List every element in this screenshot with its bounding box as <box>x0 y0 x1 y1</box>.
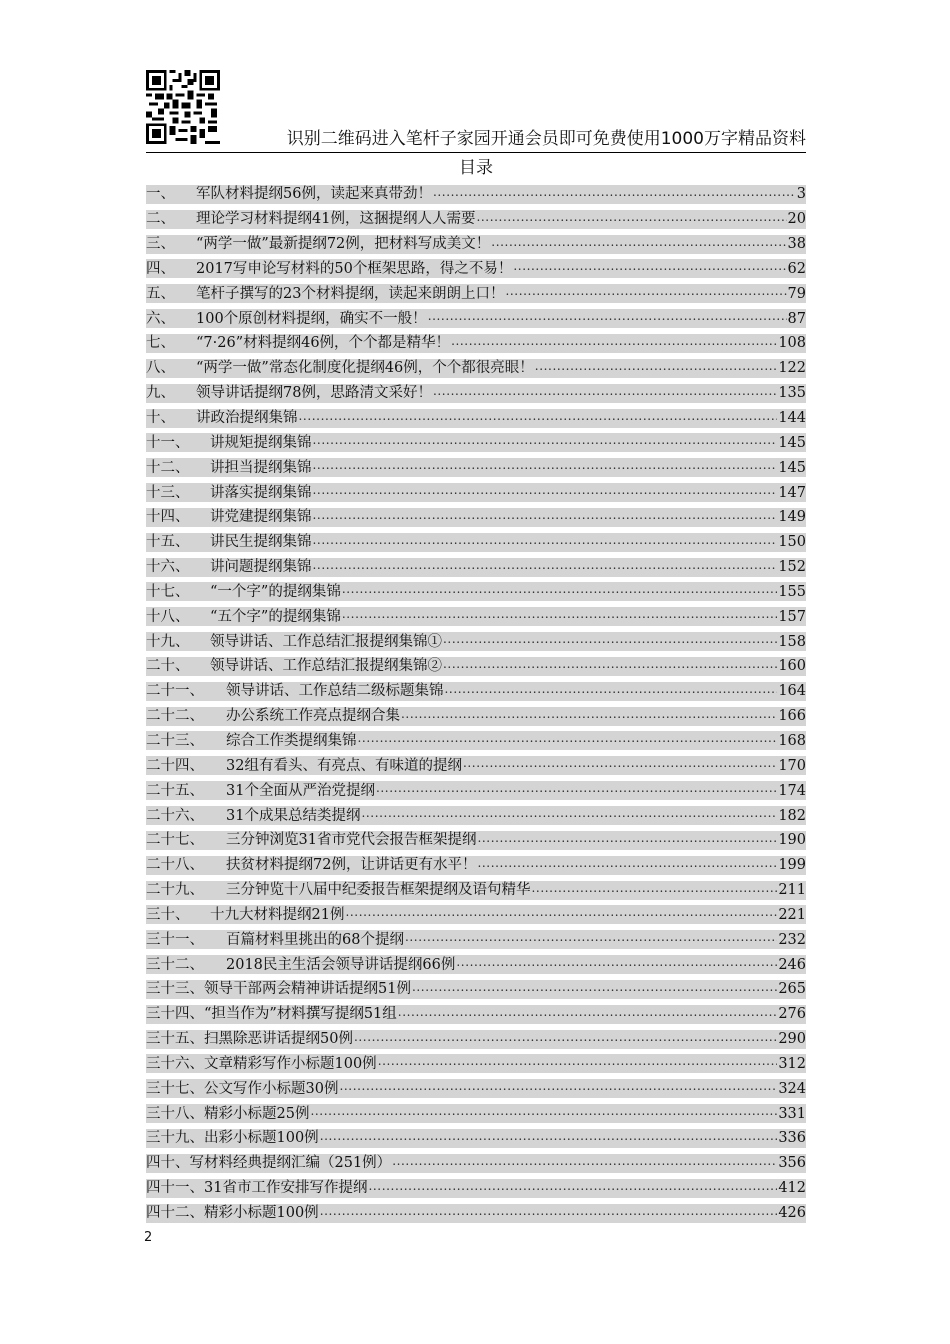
toc-leader-dots <box>477 831 777 850</box>
toc-entry[interactable] <box>146 1076 806 1101</box>
toc-entry[interactable] <box>146 1027 806 1052</box>
toc-entry-number: 二十五、 <box>146 782 204 799</box>
toc-entry-title: 三分钟览十八届中纪委报告框架提纲及语句精华 <box>226 882 531 899</box>
toc-entry-title: 讲规矩提纲集锦 <box>210 434 312 451</box>
toc-entry[interactable] <box>146 505 806 530</box>
toc-entry[interactable] <box>146 729 806 754</box>
toc-leader-dots <box>320 1204 778 1223</box>
toc-entry-number: 二十四、 <box>146 757 204 774</box>
toc-entry-number: 四十二、 <box>146 1205 204 1222</box>
toc-entry-page: 265 <box>778 981 806 998</box>
toc-entry[interactable] <box>146 182 806 207</box>
toc-entry-page: 246 <box>778 956 806 973</box>
toc-entry-page: 199 <box>778 857 806 874</box>
toc-entry-number: 十一、 <box>146 434 190 451</box>
toc-entry-number: 三、 <box>146 236 175 253</box>
toc-entry-page: 158 <box>778 633 806 650</box>
toc-entry-page: 145 <box>778 459 806 476</box>
toc-entry[interactable] <box>146 1151 806 1176</box>
toc-entry-title: 公文写作小标题30例 <box>204 1080 339 1097</box>
toc-entry[interactable] <box>146 753 806 778</box>
toc-entry[interactable] <box>146 977 806 1002</box>
toc-leader-dots <box>451 334 777 353</box>
toc-leader-dots <box>342 582 777 601</box>
toc-leader-dots <box>313 533 778 552</box>
toc-leader-dots <box>313 458 778 477</box>
toc-entry-page: 150 <box>778 534 806 551</box>
toc-entry-page: 3 <box>796 186 806 203</box>
toc-entry-page: 62 <box>787 260 806 277</box>
toc-entry[interactable] <box>146 381 806 406</box>
toc-entry-page: 152 <box>778 559 806 576</box>
toc-entry-title: 31省市工作安排写作提纲 <box>204 1180 368 1197</box>
toc-entry-title: 31个成果总结类提纲 <box>226 807 361 824</box>
toc-entry-title: 讲党建提纲集锦 <box>210 509 312 526</box>
toc-entry-title: 十九大材料提纲21例 <box>210 906 345 923</box>
toc-entry-number: 十五、 <box>146 534 190 551</box>
toc-leader-dots <box>310 1104 777 1123</box>
toc-entry-page: 155 <box>778 583 806 600</box>
toc-entry[interactable] <box>146 828 806 853</box>
toc-entry[interactable] <box>146 1052 806 1077</box>
toc-entry-page: 170 <box>778 757 806 774</box>
toc-entry-page: 79 <box>787 285 806 302</box>
toc-entry-number: 三十三、 <box>146 981 204 998</box>
toc-entry[interactable] <box>146 1201 806 1226</box>
toc-leader-dots <box>345 905 777 924</box>
toc-entry-page: 356 <box>778 1155 806 1172</box>
toc-entry-number: 四十一、 <box>146 1180 204 1197</box>
toc-entry-number: 三十一、 <box>146 931 204 948</box>
toc-entry-title: 32组有看头、有亮点、有味道的提纲 <box>226 757 462 774</box>
toc-entry-number: 二十二、 <box>146 708 204 725</box>
toc-entry-number: 三十四、 <box>146 1006 204 1023</box>
toc-leader-dots <box>398 1005 778 1024</box>
toc-leader-dots <box>477 856 777 875</box>
toc-entry[interactable] <box>146 902 806 927</box>
toc-entry[interactable] <box>146 331 806 356</box>
toc-entry[interactable] <box>146 629 806 654</box>
toc-entry[interactable] <box>146 878 806 903</box>
toc-entry-title: 军队材料提纲56例，读起来真带劲！ <box>196 186 432 203</box>
toc-entry-title: 出彩小标题100例 <box>204 1130 319 1147</box>
toc-leader-dots <box>445 682 778 701</box>
toc-entry-title: 百篇材料里挑出的68个提纲 <box>226 931 404 948</box>
toc-leader-dots <box>405 930 777 949</box>
toc-entry[interactable] <box>146 356 806 381</box>
toc-entry-page: 160 <box>778 658 806 675</box>
toc-entry-title: 笔杆子撰写的23个材料提纲，读起来朗朗上口！ <box>196 285 505 302</box>
toc-entry-number: 三十六、 <box>146 1055 204 1072</box>
toc-entry-number: 八、 <box>146 360 175 377</box>
toc-entry-number: 十二、 <box>146 459 190 476</box>
toc-entry[interactable] <box>146 679 806 704</box>
toc-entry-page: 145 <box>778 434 806 451</box>
toc-entry-page: 20 <box>787 211 806 228</box>
toc-entry-page: 276 <box>778 1006 806 1023</box>
toc-entry-page: 157 <box>778 608 806 625</box>
toc-entry[interactable] <box>146 1176 806 1201</box>
toc-entry-page: 211 <box>778 882 806 899</box>
toc-entry-number: 三十二、 <box>146 956 204 973</box>
toc-entry-page: 290 <box>778 1031 806 1048</box>
toc-entry-page: 312 <box>778 1055 806 1072</box>
toc-leader-dots <box>532 881 778 900</box>
toc-entry[interactable] <box>146 406 806 431</box>
toc-entry-page: 164 <box>778 683 806 700</box>
toc-title: 目录 <box>459 158 493 178</box>
toc-leader-dots <box>378 1054 778 1073</box>
toc-entry-title: 讲问题提纲集锦 <box>210 559 312 576</box>
toc-leader-dots <box>433 185 796 204</box>
toc-entry-page: 149 <box>778 509 806 526</box>
toc-entry-title: 领导讲话、工作总结汇报提纲集锦② <box>210 658 442 675</box>
toc-entry-number: 二、 <box>146 211 175 228</box>
toc-entry[interactable] <box>146 1101 806 1126</box>
toc-entry-page: 144 <box>778 410 806 427</box>
toc-entry-page: 331 <box>778 1105 806 1122</box>
toc-leader-dots <box>428 309 787 328</box>
toc-entry-number: 三十八、 <box>146 1105 204 1122</box>
toc-entry-number: 十、 <box>146 410 175 427</box>
toc-entry-number: 四十、 <box>146 1155 190 1172</box>
toc-entry-title: 讲政治提纲集锦 <box>196 410 298 427</box>
toc-entry-number: 三十七、 <box>146 1080 204 1097</box>
toc-entry-number: 二十一、 <box>146 683 204 700</box>
toc-entry-page: 324 <box>778 1080 806 1097</box>
toc-leader-dots <box>505 284 786 303</box>
toc-leader-dots <box>313 483 778 502</box>
toc-entry-title: 讲担当提纲集锦 <box>210 459 312 476</box>
toc-entry-page: 336 <box>778 1130 806 1147</box>
toc-entry-number: 一、 <box>146 186 175 203</box>
toc-entry-page: 166 <box>778 708 806 725</box>
toc-entry-title: “两学一做”最新提纲72例，把材料写成美文！ <box>196 236 491 253</box>
toc-leader-dots <box>361 806 777 825</box>
toc-entry-number: 十三、 <box>146 484 190 501</box>
toc-entry[interactable] <box>146 232 806 257</box>
toc-leader-dots <box>320 1129 778 1148</box>
toc-entry-number: 十四、 <box>146 509 190 526</box>
toc-leader-dots <box>299 409 778 428</box>
toc-leader-dots <box>412 980 777 999</box>
toc-leader-dots <box>339 1079 777 1098</box>
toc-entry-number: 二十九、 <box>146 882 204 899</box>
toc-entry[interactable] <box>146 654 806 679</box>
toc-leader-dots <box>513 259 786 278</box>
toc-entry[interactable] <box>146 530 806 555</box>
toc-entry[interactable] <box>146 580 806 605</box>
toc-entry-title: 31个全面从严治党提纲 <box>226 782 375 799</box>
toc-entry[interactable] <box>146 207 806 232</box>
toc-entry-number: 五、 <box>146 285 175 302</box>
toc-leader-dots <box>463 756 777 775</box>
toc-entry-page: 190 <box>778 832 806 849</box>
toc-entry-page: 135 <box>778 385 806 402</box>
toc-leader-dots <box>313 558 778 577</box>
toc-entry[interactable] <box>146 1126 806 1151</box>
toc-entry-page: 232 <box>778 931 806 948</box>
toc-leader-dots <box>443 632 777 651</box>
toc-entry[interactable] <box>146 455 806 480</box>
toc-entry-title: 扫黑除恶讲话提纲50例 <box>204 1031 353 1048</box>
toc-entry-title: 领导干部两会精神讲话提纲51例 <box>204 981 411 998</box>
toc-entry-number: 七、 <box>146 335 175 352</box>
header-divider <box>146 152 806 153</box>
toc-entry[interactable] <box>146 778 806 803</box>
toc-entry-number: 六、 <box>146 310 175 327</box>
toc-entry-number: 二十七、 <box>146 832 204 849</box>
toc-entry[interactable] <box>146 952 806 977</box>
toc-entry-title: 讲落实提纲集锦 <box>210 484 312 501</box>
toc-leader-dots <box>358 731 778 750</box>
toc-leader-dots <box>376 781 777 800</box>
toc-entry-page: 221 <box>778 906 806 923</box>
toc-entry-number: 十七、 <box>146 583 190 600</box>
toc-entry-number: 三十五、 <box>146 1031 204 1048</box>
toc-leader-dots <box>456 955 777 974</box>
toc-entry-title: 精彩小标题100例 <box>204 1205 319 1222</box>
toc-entry-page: 182 <box>778 807 806 824</box>
toc-entry[interactable] <box>146 306 806 331</box>
toc-entry-page: 147 <box>778 484 806 501</box>
toc-entry[interactable] <box>146 1002 806 1027</box>
toc-entry-title: 文章精彩写作小标题100例 <box>204 1055 377 1072</box>
toc-entry[interactable] <box>146 604 806 629</box>
toc-entry-title: 领导讲话、工作总结二级标题集锦 <box>226 683 444 700</box>
toc-entry-page: 412 <box>778 1180 806 1197</box>
toc-entry-page: 174 <box>778 782 806 799</box>
toc-entry-number: 四、 <box>146 260 175 277</box>
toc-leader-dots <box>342 607 777 626</box>
toc-entry-number: 二十八、 <box>146 857 204 874</box>
toc-entry-title: “7·26”材料提纲46例，个个都是精华！ <box>196 335 451 352</box>
toc-entry-number: 三十九、 <box>146 1130 204 1147</box>
toc-entry-number: 二十、 <box>146 658 190 675</box>
toc-entry-page: 38 <box>787 236 806 253</box>
toc-entry[interactable] <box>146 555 806 580</box>
toc-leader-dots <box>313 508 778 527</box>
page-number: 2 <box>144 1230 153 1245</box>
toc-entry-page: 426 <box>778 1205 806 1222</box>
toc-entry-number: 二十三、 <box>146 732 204 749</box>
toc-entry[interactable] <box>146 927 806 952</box>
toc-entry-title: 讲民生提纲集锦 <box>210 534 312 551</box>
toc-entry-page: 122 <box>778 360 806 377</box>
toc-entry[interactable] <box>146 430 806 455</box>
toc-entry[interactable] <box>146 281 806 306</box>
toc-entry[interactable] <box>146 803 806 828</box>
toc-entry-title: 三分钟浏览31省市党代会报告框架提纲 <box>226 832 477 849</box>
toc-entry[interactable] <box>146 257 806 282</box>
toc-entry-title: “两学一做”常态化制度化提纲46例，个个都很亮眼！ <box>196 360 534 377</box>
toc-leader-dots <box>443 657 777 676</box>
toc-entry-title: 领导讲话、工作总结汇报提纲集锦① <box>210 633 442 650</box>
toc-entry-number: 十八、 <box>146 608 190 625</box>
toc-entry-title: 领导讲话提纲78例，思路清文采好！ <box>196 385 432 402</box>
toc-leader-dots <box>535 359 778 378</box>
toc-entry-title: “担当作为”材料撰写提纲51组 <box>204 1006 397 1023</box>
toc-leader-dots <box>368 1179 777 1198</box>
toc-entry-title: 理论学习材料提纲41例，这捆提纲人人需要 <box>196 211 476 228</box>
toc-entry-title: 2018民主生活会领导讲话提纲66例 <box>226 956 456 973</box>
toc-leader-dots <box>476 210 786 229</box>
toc-entry-title: 2017写申论写材料的50个框架思路，得之不易！ <box>196 260 513 277</box>
promo-header-text: 识别二维码进入笔杆子家园开通会员即可免费使用1000万字精品资料 <box>286 129 806 149</box>
toc-leader-dots <box>401 707 777 726</box>
toc-entry-title: 扶贫材料提纲72例，让讲话更有水平！ <box>226 857 477 874</box>
toc-leader-dots <box>313 433 778 452</box>
toc-leader-dots <box>491 235 786 254</box>
toc-entry-number: 二十六、 <box>146 807 204 824</box>
toc-entry-page: 168 <box>778 732 806 749</box>
toc-entry-number: 九、 <box>146 385 175 402</box>
toc-leader-dots <box>392 1154 777 1173</box>
toc-entry-number: 三十、 <box>146 906 190 923</box>
toc-entry-number: 十六、 <box>146 559 190 576</box>
toc-entry-page: 87 <box>787 310 806 327</box>
toc-entry-title: 精彩小标题25例 <box>204 1105 310 1122</box>
toc-entry-title: 办公系统工作亮点提纲合集 <box>226 708 400 725</box>
toc-entry[interactable] <box>146 480 806 505</box>
toc-entry-number: 十九、 <box>146 633 190 650</box>
toc-entry[interactable] <box>146 853 806 878</box>
toc-entry-title: “一个字”的提纲集锦 <box>210 583 341 600</box>
toc-entry-title: 写材料经典提纲汇编（251例） <box>189 1155 392 1172</box>
toc-entry[interactable] <box>146 704 806 729</box>
table-of-contents <box>146 182 806 1225</box>
toc-entry-page: 108 <box>778 335 806 352</box>
toc-entry-title: 100个原创材料提纲，确实不一般！ <box>196 310 427 327</box>
toc-entry-title: 综合工作类提纲集锦 <box>226 732 357 749</box>
toc-leader-dots <box>354 1030 777 1049</box>
toc-leader-dots <box>433 384 777 403</box>
toc-entry-title: “五个字”的提纲集锦 <box>210 608 341 625</box>
